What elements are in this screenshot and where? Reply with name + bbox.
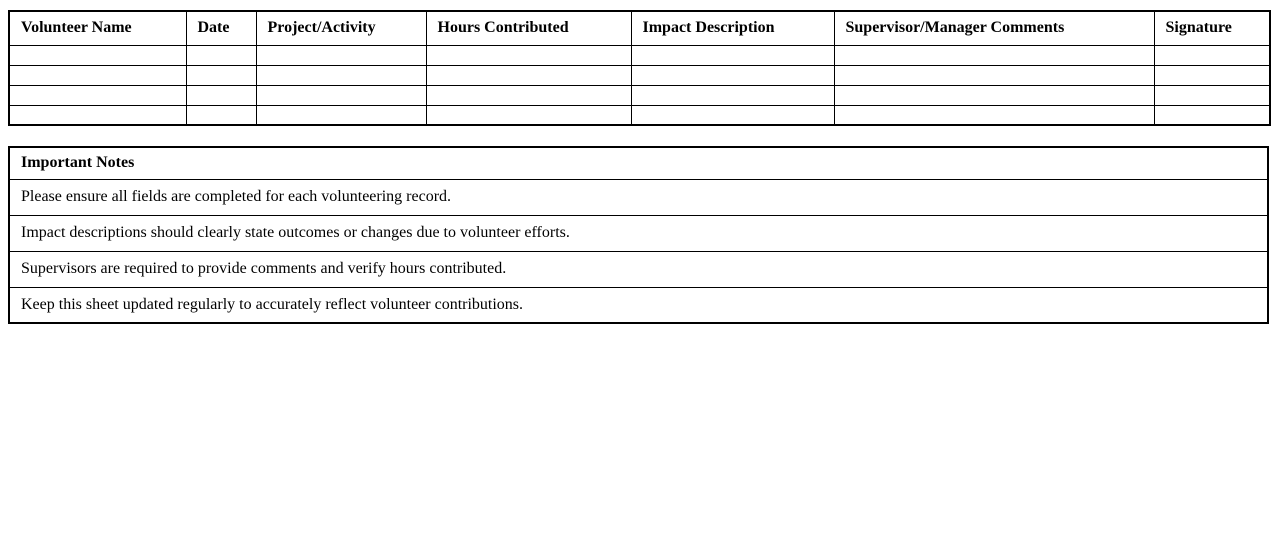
note-row — [9, 179, 1268, 215]
log-empty-row — [9, 105, 1270, 125]
header-date: Date — [186, 11, 256, 45]
log-cell — [186, 85, 256, 105]
log-cell — [834, 45, 1154, 65]
log-cell — [426, 85, 631, 105]
log-empty-row — [9, 45, 1270, 65]
log-cell — [1154, 85, 1270, 105]
header-volunteer-name: Volunteer Name — [9, 11, 186, 45]
log-cell — [1154, 45, 1270, 65]
log-cell — [631, 85, 834, 105]
important-notes-table — [8, 146, 1269, 324]
notes-title: Important Notes — [9, 147, 1268, 179]
log-cell — [256, 45, 426, 65]
header-hours-contributed: Hours Contributed — [426, 11, 631, 45]
volunteer-log-table — [8, 10, 1271, 126]
log-cell — [9, 85, 186, 105]
log-empty-row — [9, 65, 1270, 85]
header-project-activity: Project/Activity — [256, 11, 426, 45]
log-empty-row — [9, 85, 1270, 105]
log-cell — [256, 85, 426, 105]
log-cell — [1154, 65, 1270, 85]
log-cell — [9, 45, 186, 65]
log-cell — [1154, 105, 1270, 125]
note-item: Keep this sheet updated regularly to accurately reflect volunteer contributions. — [9, 287, 1268, 323]
note-item: Please ensure all fields are completed for each volunteering record. — [9, 179, 1268, 215]
log-cell — [834, 65, 1154, 85]
log-cell — [9, 65, 186, 85]
log-cell — [426, 45, 631, 65]
note-row — [9, 287, 1268, 323]
log-cell — [186, 45, 256, 65]
note-item: Impact descriptions should clearly state outcomes or changes due to volunteer efforts. — [9, 215, 1268, 251]
log-cell — [631, 105, 834, 125]
log-cell — [256, 105, 426, 125]
log-header-row — [9, 11, 1270, 45]
notes-title-row — [9, 147, 1268, 179]
log-cell — [426, 65, 631, 85]
note-item: Supervisors are required to provide comments and verify hours contributed. — [9, 251, 1268, 287]
header-supervisor-comments: Supervisor/Manager Comments — [834, 11, 1154, 45]
log-cell — [834, 105, 1154, 125]
note-row — [9, 251, 1268, 287]
log-cell — [426, 105, 631, 125]
log-cell — [256, 65, 426, 85]
note-row — [9, 215, 1268, 251]
header-signature: Signature — [1154, 11, 1270, 45]
log-cell — [631, 65, 834, 85]
log-cell — [834, 85, 1154, 105]
log-cell — [186, 105, 256, 125]
header-impact-description: Impact Description — [631, 11, 834, 45]
log-cell — [186, 65, 256, 85]
log-cell — [631, 45, 834, 65]
log-cell — [9, 105, 186, 125]
